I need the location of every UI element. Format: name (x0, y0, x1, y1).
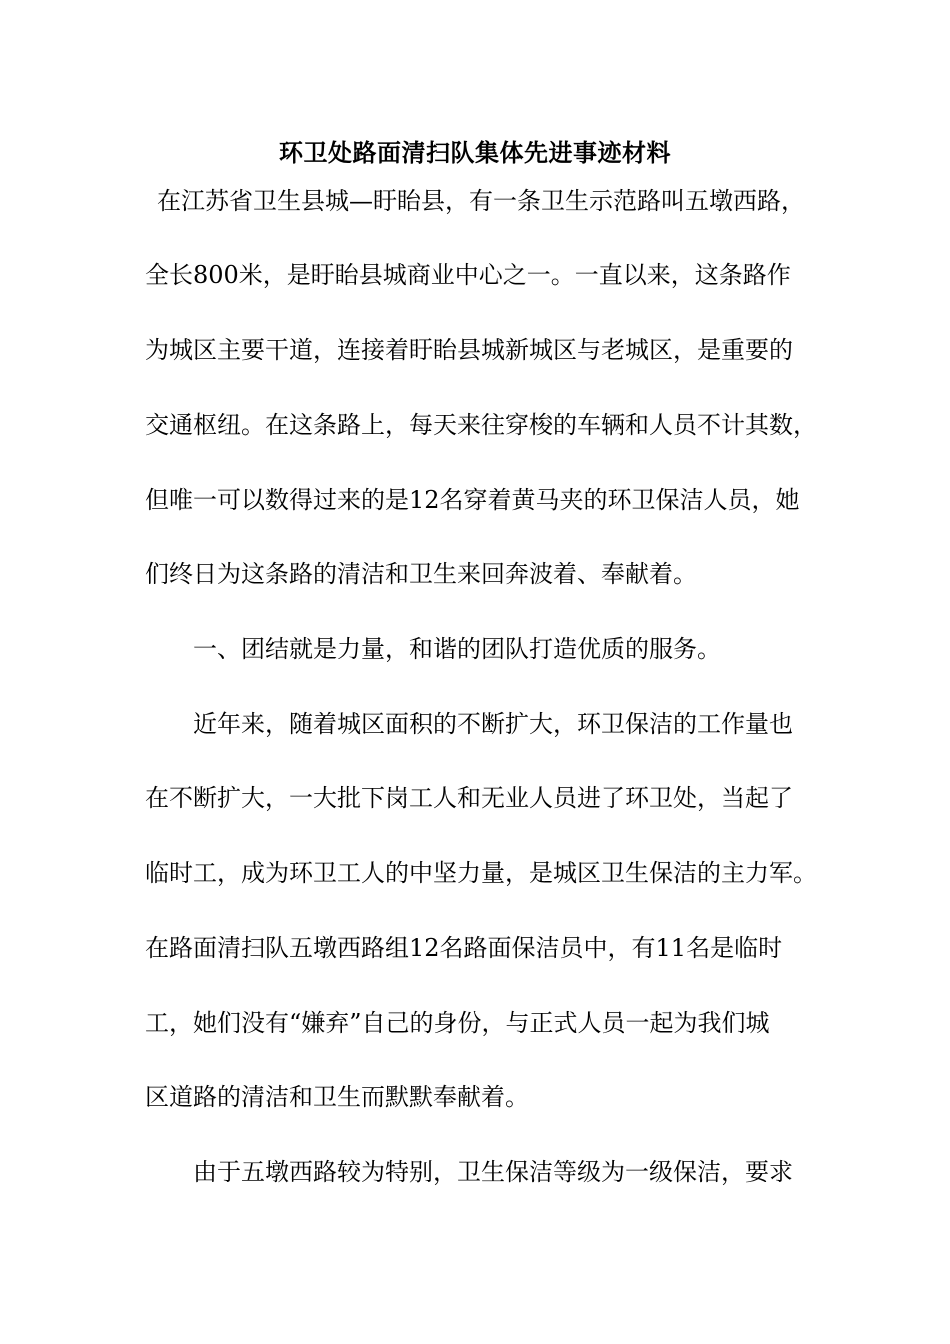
paragraph-line: 们终日为这条路的清洁和卫生来回奔波着、奉献着。 (145, 560, 697, 588)
paragraph-line: 全长800米，是盱眙县城商业中心之一。一直以来，这条路作 (145, 261, 791, 289)
paragraph-line: 在不断扩大，一大批下岗工人和无业人员进了环卫处，当起了 (145, 784, 793, 812)
paragraph-line: 临时工，成为环卫工人的中坚力量，是城区卫生保洁的主力军。 (145, 859, 817, 887)
section-heading: 一、团结就是力量，和谐的团队打造优质的服务。 (193, 635, 721, 663)
paragraph-line: 交通枢纽。在这条路上，每天来往穿梭的车辆和人员不计其数， (145, 411, 817, 439)
paragraph-line: 由于五墩西路较为特别，卫生保洁等级为一级保洁，要求 (193, 1158, 793, 1186)
paragraph-line: 区道路的清洁和卫生而默默奉献着。 (145, 1083, 529, 1111)
paragraph-line: 工，她们没有“嫌弃”自己的身份，与正式人员一起为我们城 (145, 1009, 770, 1037)
paragraph-line: 但唯一可以数得过来的是12名穿着黄马夹的环卫保洁人员，她 (145, 486, 800, 514)
paragraph-line: 在路面清扫队五墩西路组12名路面保洁员中，有11名是临时 (145, 934, 783, 962)
paragraph-line: 在江苏省卫生县城—盱眙县，有一条卫生示范路叫五墩西路， (157, 187, 805, 215)
paragraph-line: 近年来，随着城区面积的不断扩大，环卫保洁的工作量也 (193, 710, 793, 738)
document-title: 环卫处路面清扫队集体先进事迹材料 (279, 138, 671, 167)
paragraph-line: 为城区主要干道，连接着盱眙县城新城区与老城区，是重要的 (145, 336, 793, 364)
